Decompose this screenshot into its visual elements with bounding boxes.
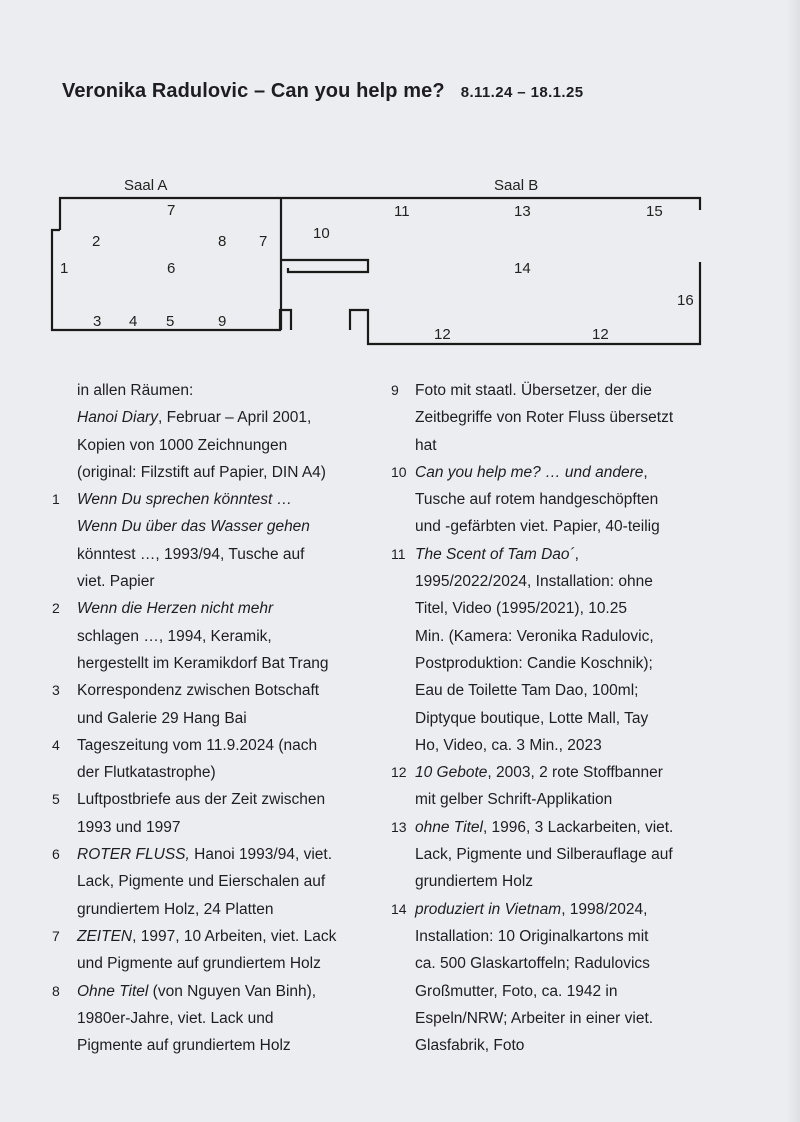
item-number: 7 [52, 927, 60, 944]
list-item [40, 732, 380, 787]
item-line: Lack, Pigmente und Eierschalen auf [77, 873, 326, 891]
plan-marker: 7 [259, 233, 268, 250]
item-number: 2 [52, 600, 60, 617]
list-item [385, 814, 745, 896]
item-title: ohne Titel [415, 818, 483, 836]
list-item [40, 404, 380, 486]
item-line: , Februar – April 2001, [157, 409, 312, 427]
item-line: Postproduktion: Candie Koschnik); [415, 654, 653, 672]
list-item [385, 896, 745, 1060]
item-title: Hanoi Diary [77, 409, 158, 427]
item-line: Espeln/NRW; Arbeiter in einer viet. [415, 1009, 654, 1027]
item-line: 1993 und 1997 [77, 818, 181, 836]
item-line: Diptyque boutique, Lotte Mall, Tay [415, 709, 649, 727]
list-item [385, 759, 745, 814]
item-line: , [574, 545, 579, 563]
item-title: Wenn die Herzen nicht mehr [77, 600, 274, 618]
right-column [385, 377, 745, 1059]
exhibition-title: Veronika Radulovic – Can you help me? [62, 80, 445, 102]
item-line: Eau de Toilette Tam Dao, 100ml; [415, 682, 639, 700]
item-line: hat [415, 436, 437, 454]
item-line: Installation: 10 Originalkartons mit [415, 927, 649, 945]
item-line: Luftpostbriefe aus der Zeit zwischen [77, 791, 326, 809]
item-number: 14 [391, 900, 407, 917]
item-line: Korrespondenz zwischen Botschaft [77, 682, 320, 700]
list-item [40, 841, 380, 923]
list-item [385, 541, 745, 759]
plan-marker: 9 [218, 313, 227, 330]
plan-marker: 10 [313, 225, 330, 242]
item-number: 12 [391, 764, 407, 781]
item-number: 13 [391, 818, 407, 835]
item-title: The Scent of Tam Dao´ [415, 545, 575, 563]
item-line: und -gefärbten viet. Papier, 40-teilig [415, 518, 660, 536]
plan-marker: 12 [592, 326, 609, 343]
item-title: ZEITEN [77, 927, 133, 945]
left-column [40, 377, 380, 1059]
list-item [40, 978, 380, 1060]
list-item [40, 595, 380, 677]
list-item [40, 486, 380, 595]
item-number: 11 [391, 545, 406, 562]
item-number: 9 [391, 382, 399, 398]
plan-marker: 1 [60, 260, 69, 277]
item-line: Hanoi 1993/94, viet. [189, 846, 333, 864]
item-line: ca. 500 Glaskartoffeln; Radulovics [415, 955, 650, 973]
item-line: der Flutkatastrophe) [77, 764, 216, 782]
room-b-label: Saal B [494, 177, 539, 194]
item-title: 10 Gebote [415, 764, 488, 782]
item-line: viet. Papier [77, 573, 155, 591]
list-item [40, 377, 380, 404]
item-line: und Pigmente auf grundiertem Holz [77, 955, 321, 973]
item-line: Foto mit staatl. Übersetzer, der die [415, 382, 652, 399]
list-item [40, 923, 380, 978]
room-a-label: Saal A [124, 177, 168, 194]
item-line: Pigmente auf grundiertem Holz [77, 1037, 291, 1055]
item-line: Glasfabrik, Foto [415, 1037, 525, 1055]
plan-marker: 5 [166, 313, 175, 330]
item-title: Wenn Du sprechen könntest … [77, 491, 293, 509]
item-line: und Galerie 29 Hang Bai [77, 709, 247, 727]
item-number: 5 [52, 791, 60, 808]
list-item [40, 786, 380, 841]
item-number: 1 [52, 491, 60, 508]
plan-marker: 14 [514, 260, 531, 277]
item-line: Lack, Pigmente und Silberauflage auf [415, 846, 673, 864]
item-line: Tusche auf rotem handgeschöpften [415, 491, 659, 509]
item-number: 8 [52, 982, 60, 999]
item-line: , 1997, 10 Arbeiten, viet. Lack [132, 927, 337, 945]
plan-marker: 16 [677, 292, 694, 309]
plan-marker: 15 [646, 203, 663, 220]
item-line: , 1998/2024, [561, 900, 648, 918]
item-line: hergestellt im Keramikdorf Bat Trang [77, 654, 329, 672]
item-title: Ohne Titel [77, 982, 149, 1000]
item-line: , 2003, 2 rote Stoffbanner [487, 764, 663, 782]
item-number: 6 [52, 846, 60, 863]
item-line: (von Nguyen Van Binh), [148, 982, 317, 1000]
exhibition-dates: 8.11.24 – 18.1.25 [460, 84, 584, 101]
plan-marker: 3 [93, 313, 102, 330]
item-title: Can you help me? … und andere [415, 463, 644, 481]
item-line: Tageszeitung vom 11.9.2024 (nach [77, 736, 318, 754]
item-line: , 1996, 3 Lackarbeiten, viet. [482, 818, 674, 836]
item-line: Kopien von 1000 Zeichnungen [77, 436, 288, 454]
plan-marker: 7 [167, 202, 176, 219]
item-title: produziert in Vietnam [415, 900, 562, 918]
item-line: grundiertem Holz [415, 873, 534, 891]
item-line: grundiertem Holz, 24 Platten [77, 900, 274, 918]
item-line: (original: Filzstift auf Papier, DIN A4) [77, 463, 326, 481]
item-line: könntest …, 1993/94, Tusche auf [77, 545, 305, 563]
item-line: Großmutter, Foto, ca. 1942 in [415, 982, 618, 1000]
list-item [40, 677, 380, 732]
top-wall [60, 198, 700, 230]
item-line: Zeitbegriffe von Roter Fluss übersetzt [415, 409, 674, 427]
item-number: 3 [52, 682, 60, 699]
plan-marker: 8 [218, 233, 227, 250]
plan-marker: 4 [129, 313, 138, 330]
floor-plan [0, 0, 800, 360]
item-number: 4 [52, 736, 60, 753]
item-line: schlagen …, 1994, Keramik, [77, 627, 272, 645]
list-item [385, 377, 745, 459]
plan-marker: 6 [167, 260, 176, 277]
item-line: 1995/2022/2024, Installation: ohne [415, 573, 653, 591]
plan-marker: 13 [514, 203, 531, 220]
plan-marker: 11 [394, 203, 410, 220]
plan-marker: 2 [92, 233, 101, 250]
partition-wall [281, 260, 368, 272]
item-line: , [643, 463, 648, 481]
plan-marker: 12 [434, 326, 451, 343]
item-line: mit gelber Schrift-Applikation [415, 791, 613, 809]
item-line: Ho, Video, ca. 3 Min., 2023 [415, 736, 602, 754]
item-line: Wenn Du über das Wasser gehen [77, 518, 310, 536]
list-item [385, 459, 745, 541]
item-line: in allen Räumen: [77, 382, 194, 399]
item-number [40, 404, 77, 486]
item-line: Titel, Video (1995/2021), 10.25 [415, 600, 627, 618]
item-number [40, 377, 77, 404]
item-line: Min. (Kamera: Veronika Radulovic, [415, 627, 654, 645]
item-title: ROTER FLUSS, [77, 846, 190, 864]
item-line: 1980er-Jahre, viet. Lack und [77, 1009, 274, 1027]
item-number: 10 [391, 463, 407, 480]
